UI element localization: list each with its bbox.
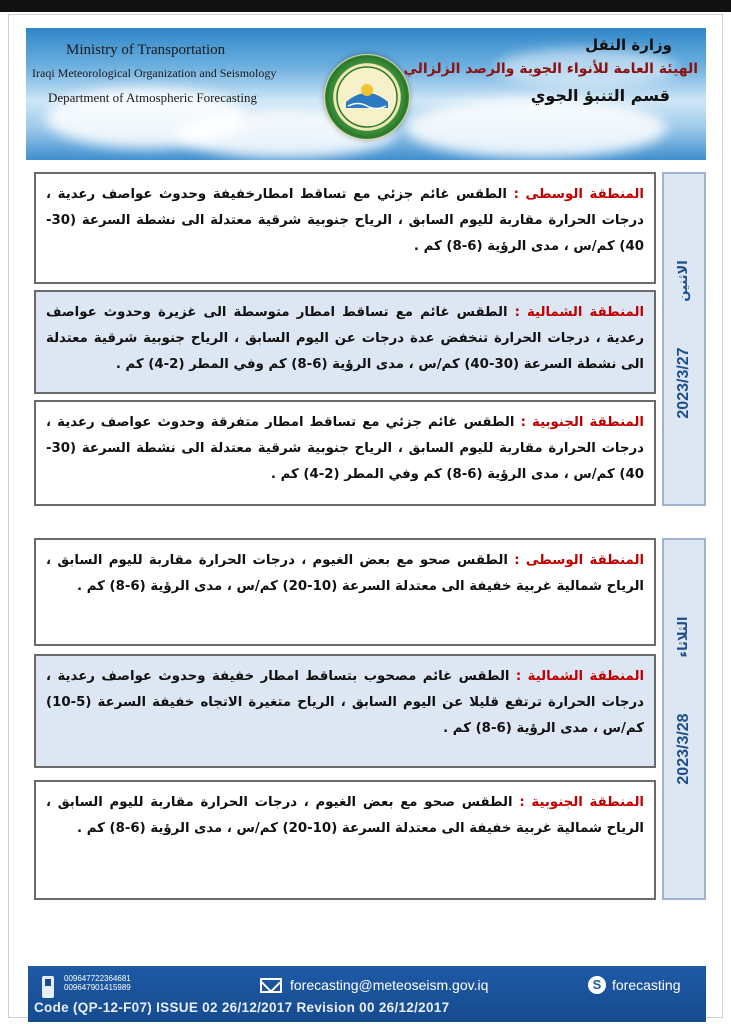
- region-label: المنطقة الوسطى :: [514, 553, 644, 568]
- forecast-text: الطقس غائم جزئي مع تساقط امطار متفرقة وحدوث عواصف رعدية ، درجات الحرارة مقاربة لليوم السابق ، الرياح جنوبية شرقية معتدلة الى نشطة السرعة (30-40) كم/س ، مدى الرؤية (6-8) كم وفي المطر (2-4) كم .: [46, 415, 644, 482]
- forecast-box-day2-south: [34, 780, 656, 900]
- forecast-box-day1-south: [34, 400, 656, 506]
- top-black-bar: [0, 0, 731, 12]
- region-label: المنطقة الجنوبية :: [519, 795, 644, 810]
- logo-emblem: [324, 54, 410, 140]
- forecast-date: 2023/3/27: [675, 347, 692, 419]
- organization-en-title: Iraqi Meteorological Organization and Seismology: [32, 66, 277, 80]
- forecast-date: 2023/3/28: [675, 713, 692, 785]
- forecast-text: الطقس صحو مع بعض الغيوم ، درجات الحرارة مقاربة لليوم السابق ، الرياح شمالية غربية خفيفة الى معتدلة السرعة (10-20) كم/س ، مدى الرؤية (6-8) كم .: [46, 553, 644, 594]
- phone-icon: [42, 976, 54, 998]
- document-code-line: Code (QP-12-F07) ISSUE 02 26/12/2017 Revision 00 26/12/2017: [34, 1000, 450, 1015]
- forecast-day: الاثنين: [676, 260, 691, 302]
- forecast-text: الطقس صحو مع بعض الغيوم ، درجات الحرارة مقاربة لليوم السابق ، الرياح شمالية غربية خفيفة الى معتدلة السرعة (10-20) كم/س ، مدى الرؤية (6-8) كم .: [46, 795, 644, 836]
- footer-bar: [28, 966, 706, 1022]
- region-label: المنطقة الشمالية :: [515, 669, 645, 684]
- header-banner: [26, 28, 706, 160]
- region-label: المنطقة الشمالية :: [514, 305, 644, 320]
- forecast-text: الطقس غائم جزئي مع تساقط امطارخفيفة وحدوث عواصف رعدية ، درجات الحرارة مقاربة لليوم السابق ، الرياح جنوبية شرقية معتدلة الى نشطة السرعة (30-40) كم/س ، مدى الرؤية (6-8) كم .: [46, 187, 644, 254]
- forecast-day: الثلاثاء: [676, 616, 691, 658]
- skype-icon: S: [588, 976, 606, 994]
- department-en-title: Department of Atmospheric Forecasting: [48, 90, 258, 105]
- forecast-box-day2-central: [34, 538, 656, 646]
- phone-numbers: [64, 974, 131, 992]
- email-link[interactable]: forecasting@meteoseism.gov.iq: [290, 977, 489, 993]
- ministry-ar-title: وزارة النقل: [585, 36, 672, 54]
- ministry-en-title: Ministry of Transportation: [66, 42, 226, 58]
- forecast-box-day1-north: [34, 290, 656, 394]
- date-column-day2: [662, 538, 706, 900]
- forecast-text: الطقس غائم مصحوب بتساقط امطار خفيفة وحدوث عواصف رعدية ، درجات الحرارة ترتفع قليلا عن اليوم السابق ، الرياح متغيرة الاتجاه خفيفة السرعة (5-10) كم/س ، مدى الرؤية (6-8) كم .: [46, 669, 644, 736]
- department-ar-title: قسم التنبؤ الجوي: [530, 86, 670, 105]
- organization-logo: [324, 54, 410, 140]
- region-label: المنطقة الجنوبية :: [520, 415, 644, 430]
- phone-number-2: 009647901415989: [64, 983, 131, 992]
- mail-icon: [260, 978, 282, 993]
- date-column-day1: [662, 172, 706, 506]
- skype-handle[interactable]: forecasting: [612, 977, 681, 993]
- region-label: المنطقة الوسطى :: [513, 187, 644, 202]
- phone-number-1: 009647722364681: [64, 974, 131, 983]
- organization-ar-title: الهيئة العامة للأنواء الجوية والرصد الزلزالي: [403, 61, 698, 77]
- forecast-text: الطقس غائم مع تساقط امطار متوسطة الى غزيرة وحدوث عواصف رعدية ، درجات الحرارة تنخفض عدة درجات عن اليوم السابق ، الرياح جنوبية شرقية معتدلة الى نشطة السرعة (30-40) كم/س ، مدى الرؤية (6-8) كم وفي المطر (2-4) كم .: [46, 305, 644, 372]
- forecast-box-day2-north: [34, 654, 656, 768]
- forecast-box-day1-central: [34, 172, 656, 284]
